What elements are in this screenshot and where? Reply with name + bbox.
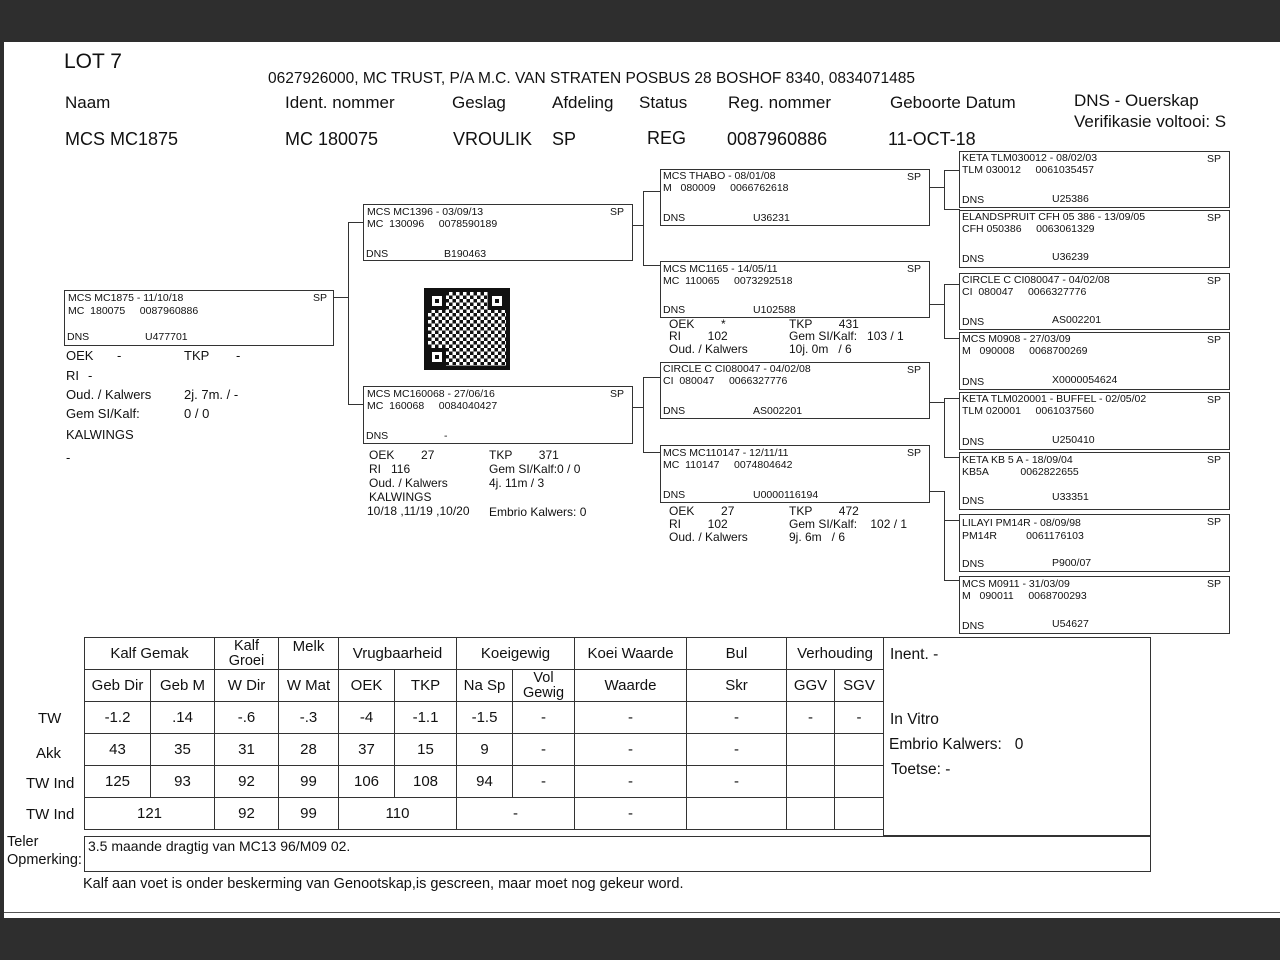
table-cell xyxy=(787,798,835,830)
table-row xyxy=(85,734,884,766)
connector xyxy=(929,304,945,305)
header-afdeling: Afdeling xyxy=(552,93,614,112)
info-panel xyxy=(883,637,1151,836)
grandparent-box xyxy=(660,169,930,226)
connector xyxy=(643,452,661,453)
table-cell: - xyxy=(575,798,687,830)
bottom-bar xyxy=(0,918,1280,960)
table-cell: - xyxy=(575,734,687,766)
sire-box xyxy=(363,204,633,261)
ggp-title: KETA TLM030012 - 08/02/03 xyxy=(962,152,1098,164)
animal-naam: MCS MC1875 xyxy=(65,129,179,149)
ggp-sp: SP xyxy=(1206,212,1221,224)
gp-dns: DNS xyxy=(663,304,686,316)
in-vitro: In Vitro xyxy=(890,711,939,728)
group-header: Kalf Gemak xyxy=(85,638,215,670)
ggp-code: AS002201 xyxy=(1052,314,1102,326)
dam-kalwings: KALWINGS xyxy=(369,490,432,504)
header-reg: Reg. nommer xyxy=(728,93,831,112)
gp-id: MC 110065 0073292518 xyxy=(663,275,793,287)
ggp-id: CFH 050386 0063061329 xyxy=(962,223,1095,235)
table-cell xyxy=(787,766,835,798)
connector xyxy=(348,404,364,405)
table-cell: 92 xyxy=(215,766,279,798)
gp-id: MC 110147 0074804642 xyxy=(663,459,793,471)
header-ident: Ident. nommer xyxy=(285,93,395,112)
gp-code: U102588 xyxy=(753,304,796,316)
connector xyxy=(348,222,364,223)
connector xyxy=(944,338,960,339)
table-cell: .14 xyxy=(151,702,215,734)
connector xyxy=(333,297,349,298)
great-grandparent-box xyxy=(959,151,1230,208)
ggp-code: U54627 xyxy=(1052,618,1089,630)
table-cell xyxy=(835,734,884,766)
connector xyxy=(643,377,661,378)
ggp-dns: DNS xyxy=(962,253,985,265)
ggp-title: KETA TLM020001 - BUFFEL - 02/05/02 xyxy=(962,393,1147,405)
subject-gem-label: Gem SI/Kalf: xyxy=(66,406,140,421)
sire-id: MC 130096 0078590189 xyxy=(367,218,498,230)
connector xyxy=(944,284,960,285)
connector xyxy=(944,491,945,581)
ggp-id: PM14R 0061176103 xyxy=(962,530,1084,542)
group-header xyxy=(215,638,279,670)
connector xyxy=(929,402,945,403)
dam-title: MCS MC160068 - 27/06/16 xyxy=(367,388,495,400)
gp-stat-oud: 10j. 0m / 6 xyxy=(789,342,852,356)
subject-tkp: - xyxy=(236,348,241,363)
ggp-dns: DNS xyxy=(962,376,985,388)
ggp-code: P900/07 xyxy=(1052,557,1092,569)
connector xyxy=(643,191,644,266)
grandparent-box xyxy=(660,261,930,318)
table-cell xyxy=(835,798,884,830)
table-cell: - xyxy=(457,798,575,830)
group-header-text: Kalf Groei xyxy=(228,637,265,669)
gp-stat-oek: OEK 27 xyxy=(669,504,735,518)
group-header: Vrugbaarheid xyxy=(339,638,457,670)
dam-oud: 4j. 11m / 3 xyxy=(489,476,545,490)
great-grandparent-box xyxy=(959,514,1230,572)
qr-finder xyxy=(488,292,506,310)
table-row xyxy=(85,798,884,830)
inent: Inent. - xyxy=(890,646,939,663)
great-grandparent-box xyxy=(959,273,1230,330)
sire-title: MCS MC1396 - 03/09/13 xyxy=(367,206,484,218)
table-cell: -.6 xyxy=(215,702,279,734)
gp-stat-gem: Gem SI/Kalf: 102 / 1 xyxy=(789,517,908,531)
animal-ident: MC 180075 xyxy=(285,129,379,149)
connector xyxy=(348,222,349,405)
subject-title: MCS MC1875 - 11/10/18 xyxy=(68,292,184,304)
gp-stat-tkp: TKP 472 xyxy=(789,504,859,518)
opmerking-label: Opmerking: xyxy=(7,852,82,868)
sire-dns: DNS xyxy=(366,248,389,260)
column-header: Waarde xyxy=(575,670,687,702)
group-header: Melk xyxy=(279,638,339,670)
qr-code xyxy=(424,288,510,370)
connector xyxy=(944,398,960,399)
animal-geboorte: 11-OCT-18 xyxy=(888,129,976,149)
dam-oud-label: Oud. / Kalwers xyxy=(369,476,448,490)
column-header-text: Vol Gewig xyxy=(522,669,565,701)
great-grandparent-box xyxy=(959,392,1230,450)
gp-stat-ri: RI 102 xyxy=(669,329,728,343)
subject-box xyxy=(64,290,334,346)
table-cell: 99 xyxy=(279,766,339,798)
dam-box xyxy=(363,386,633,444)
column-header: TKP xyxy=(395,670,457,702)
ggp-id: TLM 030012 0061035457 xyxy=(962,164,1094,176)
ggp-dns: DNS xyxy=(962,316,985,328)
subject-oud: 2j. 7m. / - xyxy=(184,387,239,402)
footer-note: Kalf aan voet is onder beskerming van Genootskap,is gescreen, maar moet nog gekeur word. xyxy=(83,876,684,892)
gp-title: MCS THABO - 08/01/08 xyxy=(663,170,776,182)
table-cell: - xyxy=(687,702,787,734)
gp-title: CIRCLE C CI080047 - 04/02/08 xyxy=(663,363,811,375)
table-cell: - xyxy=(513,702,575,734)
gp-stat-oud-label: Oud. / Kalwers xyxy=(669,530,748,544)
column-header: W Dir xyxy=(215,670,279,702)
dam-oek: OEK 27 xyxy=(369,448,435,462)
ggp-sp: SP xyxy=(1206,334,1221,346)
table-cell: 92 xyxy=(215,798,279,830)
qr-finder xyxy=(428,292,446,310)
ggp-code: X0000054624 xyxy=(1052,374,1118,386)
subject-gem: 0 / 0 xyxy=(184,406,210,421)
ggp-sp: SP xyxy=(1206,578,1221,590)
great-grandparent-box xyxy=(959,210,1230,268)
connector xyxy=(944,209,960,210)
connector xyxy=(944,284,945,339)
ggp-sp: SP xyxy=(1206,394,1221,406)
table-cell: 15 xyxy=(395,734,457,766)
ggp-title: CIRCLE C CI080047 - 04/02/08 xyxy=(962,274,1110,286)
table-cell: 28 xyxy=(279,734,339,766)
sire-code: B190463 xyxy=(444,248,487,260)
great-grandparent-box xyxy=(959,452,1230,510)
column-header: OEK xyxy=(339,670,395,702)
ggp-sp: SP xyxy=(1206,454,1221,466)
header-geslag: Geslag xyxy=(452,93,506,112)
top-bar xyxy=(0,0,1280,42)
ggp-id: KB5A 0062822655 xyxy=(962,466,1079,478)
connector xyxy=(929,491,945,492)
bottom-rule xyxy=(4,912,1280,913)
subject-code: U477701 xyxy=(145,331,188,343)
connector xyxy=(944,457,960,458)
gp-id: M 080009 0066762618 xyxy=(663,182,789,194)
ggp-code: U33351 xyxy=(1052,491,1089,503)
table-cell: 35 xyxy=(151,734,215,766)
column-header: GGV xyxy=(787,670,835,702)
table-cell: - xyxy=(513,766,575,798)
subject-kalwings: KALWINGS xyxy=(66,427,134,442)
qr-finder xyxy=(428,348,446,366)
subject-oek-label: OEK xyxy=(66,348,94,363)
document-page xyxy=(4,42,1280,918)
table-row xyxy=(85,766,884,798)
great-grandparent-box xyxy=(959,332,1230,390)
subject-ri-label: RI xyxy=(66,368,79,383)
animal-geslag: VROULIK xyxy=(453,129,533,149)
table-cell: - xyxy=(513,734,575,766)
table-cell: 31 xyxy=(215,734,279,766)
subject-id: MC 180075 0087960886 xyxy=(68,305,199,317)
ggp-dns: DNS xyxy=(962,495,985,507)
sire-sp: SP xyxy=(609,206,624,218)
ggp-title: LILAYI PM14R - 08/09/98 xyxy=(962,517,1081,529)
table-cell: 125 xyxy=(85,766,151,798)
gp-dns: DNS xyxy=(663,212,686,224)
ggp-code: U25386 xyxy=(1052,193,1089,205)
table-cell: - xyxy=(575,702,687,734)
gp-stat-gem: Gem SI/Kalf: 103 / 1 xyxy=(789,329,904,343)
ggp-id: CI 080047 0066327776 xyxy=(962,286,1087,298)
connector xyxy=(929,187,945,188)
table-cell: 94 xyxy=(457,766,513,798)
dam-gem: Gem SI/Kalf:0 / 0 xyxy=(489,462,581,476)
ggp-sp: SP xyxy=(1206,516,1221,528)
dam-kalwings-dates: 10/18 ,11/19 ,10/20 xyxy=(367,504,470,518)
table-cell: - xyxy=(575,766,687,798)
gp-dns: DNS xyxy=(663,405,686,417)
subject-kalwings-value: - xyxy=(66,450,71,465)
breeding-values-table xyxy=(84,637,884,830)
ggp-title: MCS M0911 - 31/03/09 xyxy=(962,578,1070,590)
table-cell: -1.2 xyxy=(85,702,151,734)
table-cell: - xyxy=(687,766,787,798)
connector xyxy=(944,520,960,521)
gp-dns: DNS xyxy=(663,489,686,501)
subject-oek: - xyxy=(117,348,122,363)
table-cell xyxy=(687,798,787,830)
table-cell: 43 xyxy=(85,734,151,766)
ggp-id: M 090011 0068700293 xyxy=(962,590,1087,602)
header-status: Status xyxy=(639,93,688,112)
column-header-row xyxy=(85,670,884,702)
dam-ri: RI 116 xyxy=(369,462,411,476)
table-cell: -.3 xyxy=(279,702,339,734)
remark-text: 3.5 maande dragtig van MC13 96/M09 02. xyxy=(88,838,351,854)
table-cell: 106 xyxy=(339,766,395,798)
gp-sp: SP xyxy=(906,447,921,459)
table-cell: -1.1 xyxy=(395,702,457,734)
connector xyxy=(944,170,945,210)
table-cell: - xyxy=(687,734,787,766)
table-cell: 121 xyxy=(85,798,215,830)
animal-status: REG xyxy=(647,128,687,148)
ggp-dns: DNS xyxy=(962,436,985,448)
table-cell: - xyxy=(787,702,835,734)
ggp-code: U36239 xyxy=(1052,251,1089,263)
gp-sp: SP xyxy=(906,364,921,376)
column-header: Skr xyxy=(687,670,787,702)
table-cell: 9 xyxy=(457,734,513,766)
table-cell xyxy=(835,766,884,798)
table-cell: 37 xyxy=(339,734,395,766)
ggp-id: TLM 020001 0061037560 xyxy=(962,405,1094,417)
group-header-row xyxy=(85,638,884,670)
row-label: TW Ind xyxy=(26,775,75,792)
column-header xyxy=(513,670,575,702)
table-cell xyxy=(787,734,835,766)
lot-label: LOT 7 xyxy=(64,50,122,73)
remark-box xyxy=(84,836,1151,872)
group-header: Koei Waarde xyxy=(575,638,687,670)
gp-stat-oek: OEK * xyxy=(669,317,726,331)
ggp-code: U250410 xyxy=(1052,434,1095,446)
table-cell: -1.5 xyxy=(457,702,513,734)
dam-tkp: TKP 371 xyxy=(489,448,559,462)
animal-afdeling: SP xyxy=(552,129,577,149)
column-header: Geb M xyxy=(151,670,215,702)
ggp-title: ELANDSPRUIT CFH 05 386 - 13/09/05 xyxy=(962,211,1146,223)
great-grandparent-box xyxy=(959,576,1230,634)
gp-sp: SP xyxy=(906,171,921,183)
gp-stat-oud: 9j. 6m / 6 xyxy=(789,530,846,544)
subject-tkp-label: TKP xyxy=(184,348,210,363)
ggp-title: MCS M0908 - 27/03/09 xyxy=(962,333,1071,345)
table-cell: 99 xyxy=(279,798,339,830)
row-label: Akk xyxy=(36,745,62,762)
gp-stat-ri: RI 102 xyxy=(669,517,728,531)
dam-dns: DNS xyxy=(366,430,389,442)
connector xyxy=(643,265,661,266)
ggp-dns: DNS xyxy=(962,620,985,632)
grandparent-box xyxy=(660,362,930,419)
gp-stat-tkp: TKP 431 xyxy=(789,317,859,331)
table-cell: 108 xyxy=(395,766,457,798)
subject-oud-label: Oud. / Kalwers xyxy=(66,387,152,402)
header-dns: DNS - Ouerskap xyxy=(1074,91,1199,110)
header-naam: Naam xyxy=(65,93,111,112)
ggp-dns: DNS xyxy=(962,558,985,570)
connector xyxy=(944,398,945,458)
dam-sp: SP xyxy=(609,388,624,400)
header-geboorte: Geboorte Datum xyxy=(890,93,1016,112)
column-header: SGV xyxy=(835,670,884,702)
group-header: Bul xyxy=(687,638,787,670)
gp-id: CI 080047 0066327776 xyxy=(663,375,788,387)
grandparent-box xyxy=(660,445,930,503)
column-header: Geb Dir xyxy=(85,670,151,702)
table-cell: - xyxy=(835,702,884,734)
dam-embrio: Embrio Kalwers: 0 xyxy=(489,505,587,519)
ggp-dns: DNS xyxy=(962,194,985,206)
group-header: Verhouding xyxy=(787,638,884,670)
gp-title: MCS MC110147 - 12/11/11 xyxy=(663,447,789,459)
embrio-kalwers: Embrio Kalwers: 0 xyxy=(889,736,1024,753)
gp-code: U0000116194 xyxy=(753,489,819,501)
dam-code: - xyxy=(444,430,448,442)
group-header: Koeigewig xyxy=(457,638,575,670)
table-cell: 110 xyxy=(339,798,457,830)
column-header: Na Sp xyxy=(457,670,513,702)
connector xyxy=(944,580,960,581)
table-cell: 93 xyxy=(151,766,215,798)
gp-title: MCS MC1165 - 14/05/11 xyxy=(663,263,778,275)
column-header: W Mat xyxy=(279,670,339,702)
gp-code: U36231 xyxy=(753,212,790,224)
ggp-title: KETA KB 5 A - 18/09/04 xyxy=(962,454,1073,466)
ggp-id: M 090008 0068700269 xyxy=(962,345,1088,357)
ggp-sp: SP xyxy=(1206,275,1221,287)
toetse: Toetse: - xyxy=(891,761,951,778)
row-label: TW xyxy=(38,710,62,727)
teler-label: Teler xyxy=(7,834,39,850)
dam-id: MC 160068 0084040427 xyxy=(367,400,498,412)
table-row xyxy=(85,702,884,734)
subject-dns: DNS xyxy=(67,331,90,343)
ggp-sp: SP xyxy=(1206,153,1221,165)
gp-stat-oud-label: Oud. / Kalwers xyxy=(669,342,748,356)
subject-sp: SP xyxy=(312,292,327,304)
row-label: TW Ind xyxy=(26,806,75,823)
header-verif: Verifikasie voltooi: S xyxy=(1074,112,1227,131)
connector xyxy=(643,377,644,453)
subject-ri: - xyxy=(88,368,93,383)
animal-reg: 0087960886 xyxy=(727,129,828,149)
owner-line: 0627926000, MC TRUST, P/A M.C. VAN STRATEN POSBUS 28 BOSHOF 8340, 0834071485 xyxy=(268,70,915,87)
gp-code: AS002201 xyxy=(753,405,803,417)
gp-sp: SP xyxy=(906,263,921,275)
connector xyxy=(643,191,661,192)
table-cell: -4 xyxy=(339,702,395,734)
connector xyxy=(944,170,960,171)
